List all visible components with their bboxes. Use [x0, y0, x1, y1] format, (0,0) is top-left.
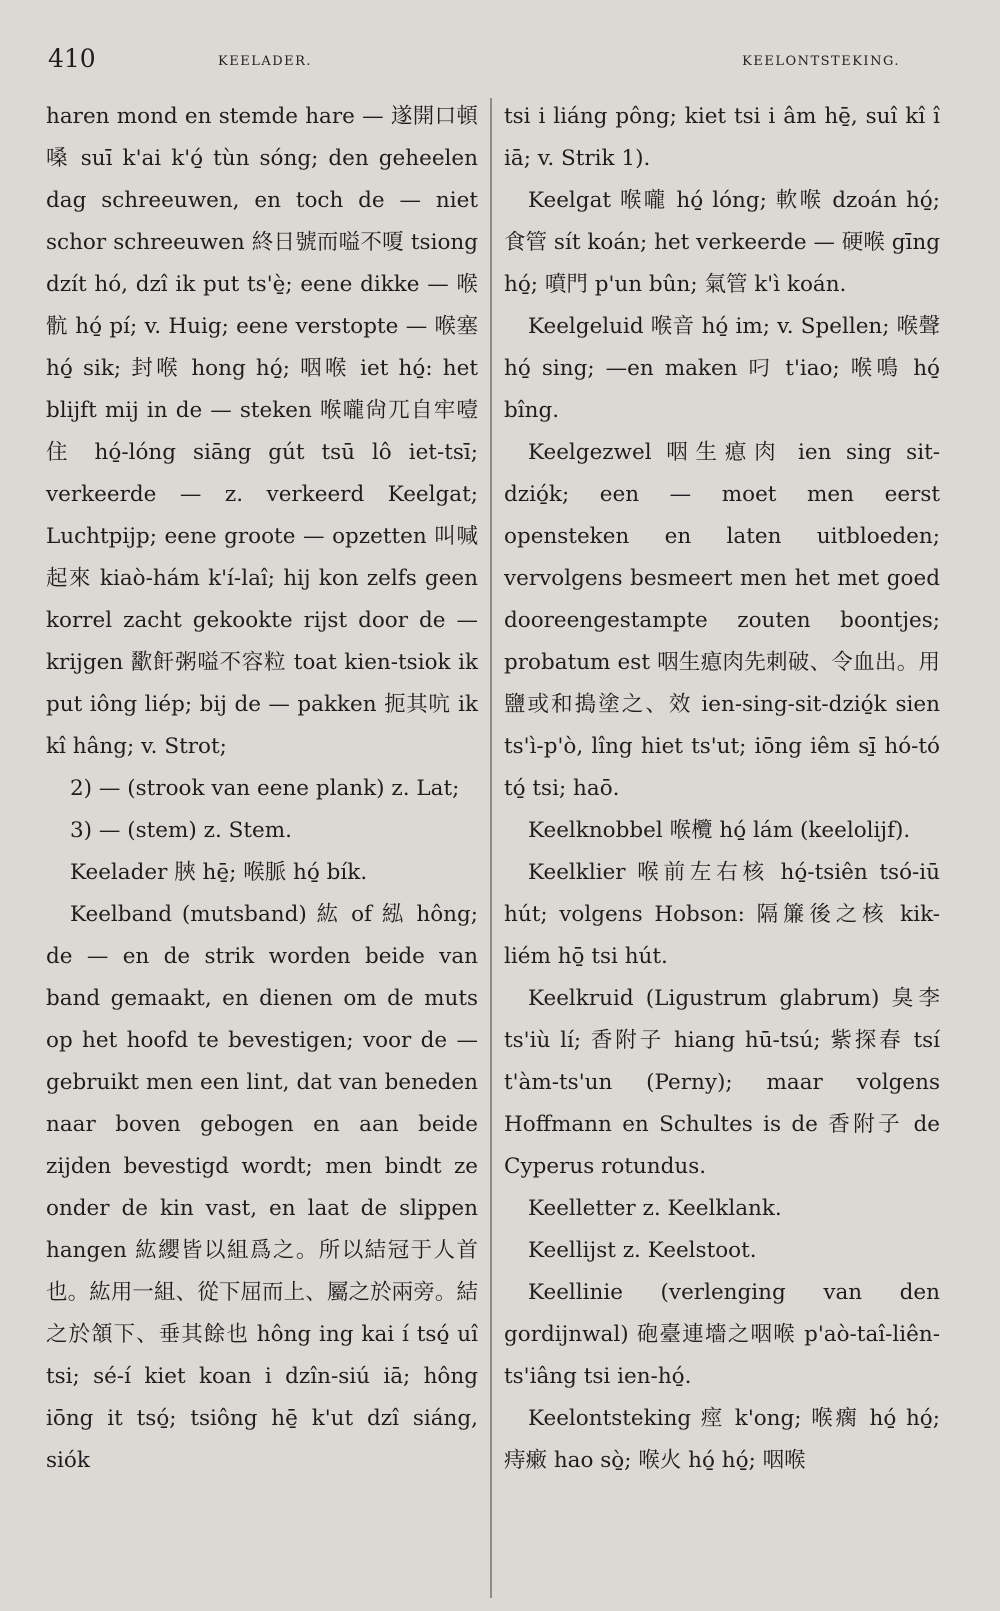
entry-keelletter: Keelletter z. Keelklank. [528, 1196, 782, 1221]
page-number: 410 [48, 44, 96, 73]
column-divider [490, 98, 492, 1598]
right-column [504, 96, 940, 1482]
entry-keelgeluid: Keelgeluid 喉音 hó̱ im; v. Spellen; 喉聲 hó̱ sing; —en maken 叼 t'iao; 喉鳴 hó̱ bîng. [504, 314, 940, 423]
left-column [46, 96, 478, 1482]
entry-keelkruid: Keelkruid (Ligustrum glabrum) 臭李 ts'iù lí; 香附子 hiang hū-tsú; 紫探春 tsí t'àm-ts'un (Perny); maar volgens Hoffmann en Schultes is de 香附子 de Cyperus rotundus. [504, 986, 940, 1179]
entry-keelader: Keelader 脥 hē̱; 喉脈 hó̱ bík. [70, 860, 368, 885]
entry-keelband: Keelband (mutsband) 紘 of 紭 hông; de — en de strik worden beide van band gemaakt, en dienen om de muts op het hoofd te bevestigen; voor de — gebruikt men een lint, dat van beneden naar boven gebogen en aan beide zijden bevestigd wordt; men bindt ze onder de kin vast, en laat de slippen hangen 紘纓皆以組爲之。所以結冠于人首也。紘用一組、從下屈而上、屬之於兩旁。結之於頷下、垂其餘也 hông ing kai í tsó̱ uî tsi; sé-í kiet koan i dzîn-siú iā; hông iōng it tsó̱; tsiông hē̱ k'ut dzî siáng, siók [46, 902, 478, 1473]
entry-keellinie: Keellinie (verlenging van den gordijnwal) 砲臺連墻之咽喉 p'aò-taî-liên-ts'iâng tsi ien-hó̱. [504, 1280, 940, 1389]
entry-keellijst: Keellijst z. Keelstoot. [528, 1238, 757, 1263]
entry-keelknobbel: Keelknobbel 喉欖 hó̱ lám (keelolijf). [528, 818, 911, 843]
entry-keelklier: Keelklier 喉前左右核 hó̱-tsiên tsó-iū hút; volgens Hobson: 隔簾後之核 kik-liém hō̱ tsi hút. [504, 860, 940, 969]
sense-2: 2) — (strook van eene plank) z. Lat; [70, 776, 460, 801]
entry-continuation: haren mond en stemde hare — 遂開口頓嗓 suī k'ai k'ó̱ tùn sóng; den geheelen dag schreeuwen, en toch de — niet schor schreeuwen 終日號而嗌不嗄 tsiong dzít hó, dzî ik put ts'è̱; eene dikke — 喉骯 hó̱ pí; v. Huig; eene verstopte — 喉塞 hó̱ sik; 封喉 hong hó̱; 咽喉 iet hó̱: het blijft mij in de — steken 喉嚨尙兀自牢噎住 hó̱-lóng siāng gút tsū lô iet-tsī; verkeerde — z. verkeerd Keelgat; Luchtpijp; eene groote — opzetten 叫喊起來 kiaò-hám k'í-laî; hij kon zelfs geen korrel zacht gekookte rijst door de — krijgen 歠飦粥嗌不容粒 toat kien-tsiok ik put iông liép; bij de — pakken 扼其吭 ik kî hâng; v. Strot; [46, 104, 478, 759]
entry-keelontsteking: Keelontsteking 痙 k'ong; 喉瘸 hó̱ hó̱; 痔瘷 hao sò̱; 喉火 hó̱ hó̱; 咽喉 [504, 1406, 940, 1473]
entry-keelgat: Keelgat 喉嚨 hó̱ lóng; 軟喉 dzoán hó̱; 食管 sít koán; het verkeerde — 硬喉 gīng hó̱; 噴門 p'un bûn; 氣管 k'ì koán. [504, 188, 940, 297]
page-header [48, 44, 960, 84]
entry-keelgezwel: Keelgezwel 咽生瘜肉 ien sing sit-dzió̱k; een — moet men eerst opensteken en laten uitbloeden; vervolgens besmeert men het met goed dooreengestampte zouten boontjes; probatum est 咽生瘜肉先刺破、令血出。用鹽或和搗塗之、效 ien-sing-sit-dzió̱k sien ts'ì-p'ò, lîng hiet ts'ut; iōng iêm sī̱ hó-tó tó̱ tsi; haō. [504, 440, 940, 801]
left-running-head: KEELADER. [218, 54, 313, 69]
sense-3: 3) — (stem) z. Stem. [70, 818, 292, 843]
right-running-head: KEELONTSTEKING. [742, 54, 900, 69]
entry-continuation-right: tsi i liáng pông; kiet tsi i âm hē̱, suî kî î iā; v. Strik 1). [504, 104, 940, 171]
